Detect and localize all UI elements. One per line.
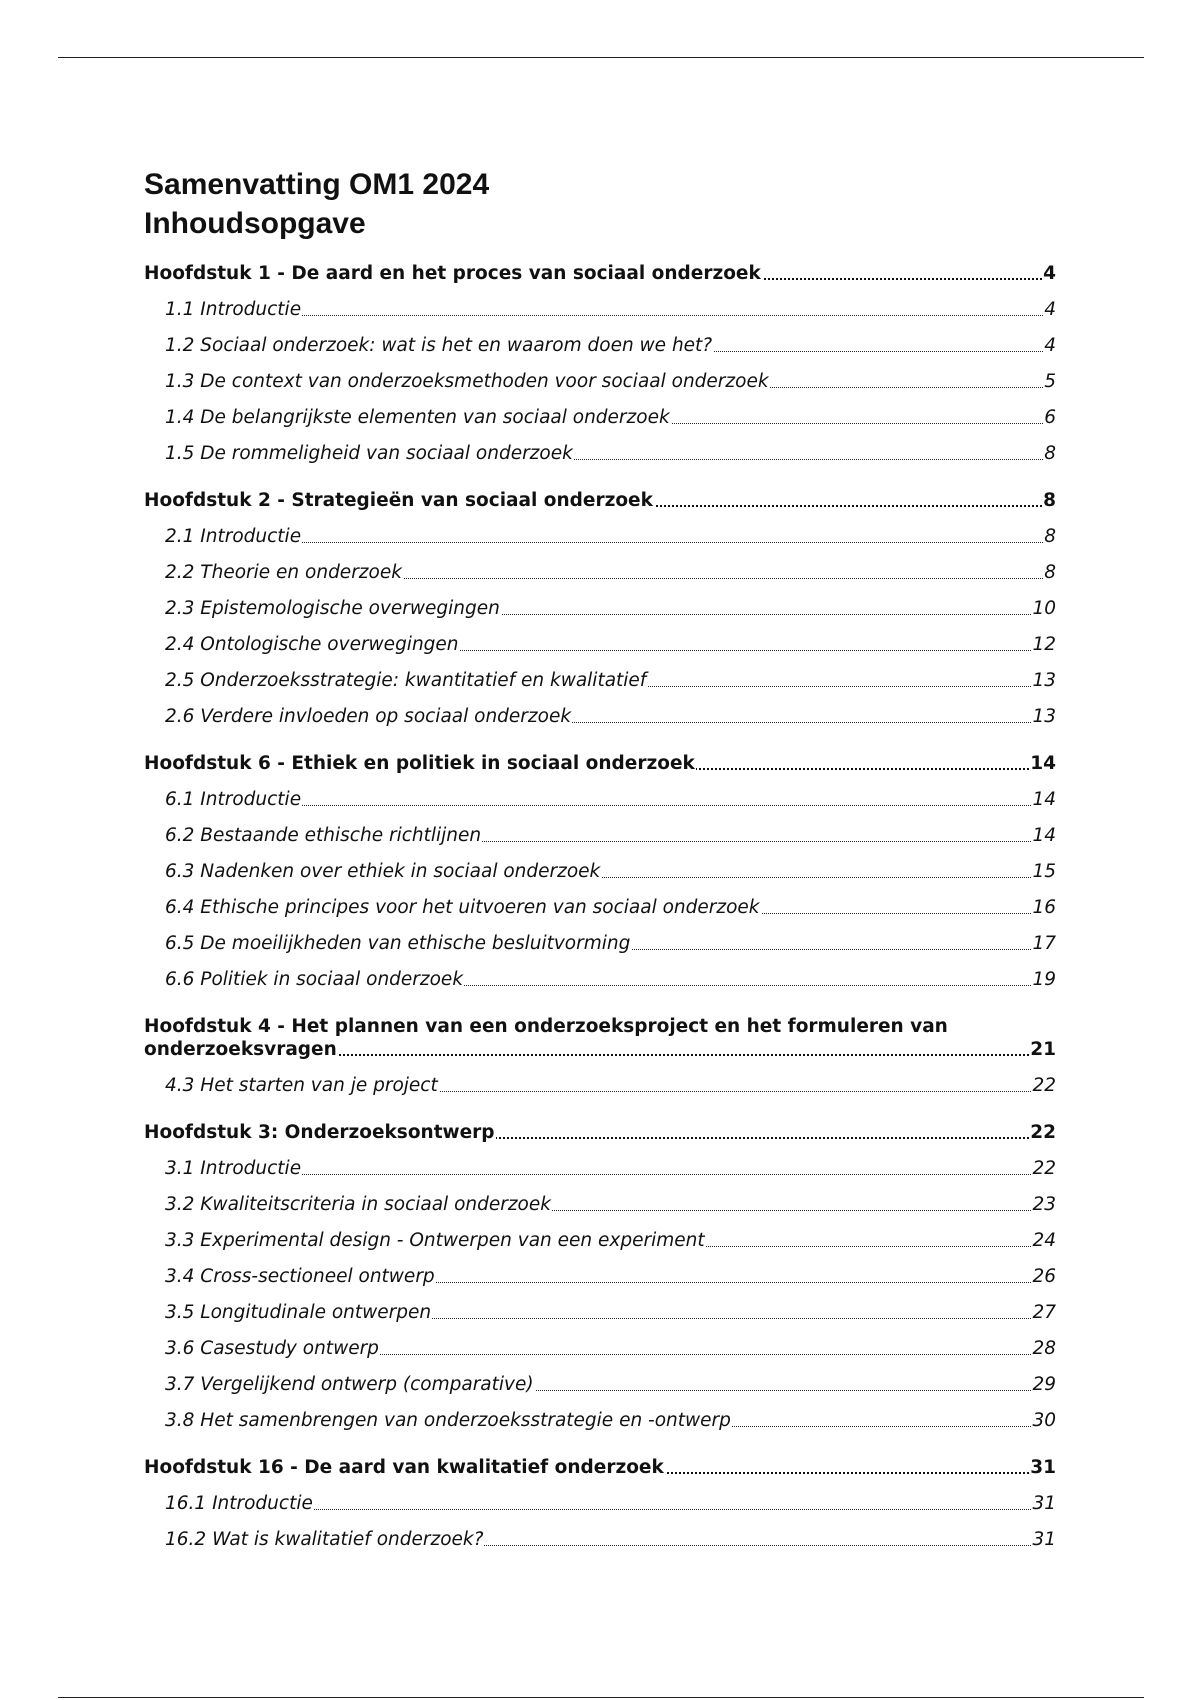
toc-section-label: 3.3 Experimental design - Ontwerpen van een experiment xyxy=(165,1230,705,1251)
toc-page-number: 31 xyxy=(1030,1457,1056,1478)
toc-chapter-1[interactable] xyxy=(144,262,1056,285)
toc-section-label: 3.2 Kwaliteitscriteria in sociaal onderzoek xyxy=(165,1194,551,1215)
toc-section-1-5[interactable] xyxy=(165,442,1056,465)
toc-section-1-2[interactable] xyxy=(165,334,1056,357)
toc-page-number: 22 xyxy=(1032,1075,1056,1096)
toc-section-4-3[interactable] xyxy=(165,1074,1056,1097)
toc-section-16-2[interactable] xyxy=(165,1528,1056,1551)
toc-section-3-6[interactable] xyxy=(165,1337,1056,1360)
toc-section-3-1[interactable] xyxy=(165,1157,1056,1180)
toc-section-label: 4.3 Het starten van je project xyxy=(165,1075,438,1096)
toc-section-label: 3.7 Vergelijkend ontwerp (comparative) xyxy=(165,1374,534,1395)
toc-section-label: 6.6 Politiek in sociaal onderzoek xyxy=(165,969,464,990)
toc-section-label: 6.2 Bestaande ethische richtlijnen xyxy=(165,825,482,846)
toc-page-number: 8 xyxy=(1044,443,1056,464)
toc-page-number: 22 xyxy=(1032,1158,1056,1179)
toc-section-label: 6.1 Introductie xyxy=(165,789,302,810)
toc-chapter-label-continued: onderzoeksvragen xyxy=(144,1039,337,1060)
header-rule xyxy=(58,57,1144,58)
toc-section-3-3[interactable] xyxy=(165,1229,1056,1252)
toc-section-6-5[interactable] xyxy=(165,932,1056,955)
toc-section-label: 6.5 De moeilijkheden van ethische besluitvorming xyxy=(165,933,631,954)
toc-page-number: 14 xyxy=(1032,825,1056,846)
toc-page-number: 27 xyxy=(1032,1302,1056,1323)
toc-section-2-5[interactable] xyxy=(165,669,1056,692)
toc-chapter-label: Hoofdstuk 16 - De aard van kwalitatief onderzoek xyxy=(144,1457,664,1478)
toc-section-6-4[interactable] xyxy=(165,896,1056,919)
toc-section-label: 2.4 Ontologische overwegingen xyxy=(165,634,459,655)
toc-section-label: 3.4 Cross-sectioneel ontwerp xyxy=(165,1266,435,1287)
toc-section-label: 3.1 Introductie xyxy=(165,1158,302,1179)
toc-section-label: 3.6 Casestudy ontwerp xyxy=(165,1338,379,1359)
toc-section-label: 2.6 Verdere invloeden op sociaal onderzoek xyxy=(165,706,572,727)
toc-section-6-6[interactable] xyxy=(165,968,1056,991)
toc-chapter-label: Hoofdstuk 6 - Ethiek en politiek in sociaal onderzoek xyxy=(144,753,695,774)
toc-section-label: 2.3 Epistemologische overwegingen xyxy=(165,598,500,619)
toc-page-number: 10 xyxy=(1032,598,1056,619)
toc-page-number: 15 xyxy=(1032,861,1056,882)
toc-section-6-3[interactable] xyxy=(165,860,1056,883)
toc-section-1-3[interactable] xyxy=(165,370,1056,393)
toc-section-label: 2.2 Theorie en onderzoek xyxy=(165,562,402,583)
toc-section-2-2[interactable] xyxy=(165,561,1056,584)
toc-section-1-1[interactable] xyxy=(165,298,1056,321)
toc-section-label: 16.2 Wat is kwalitatief onderzoek? xyxy=(165,1529,484,1550)
toc-page-number: 13 xyxy=(1032,706,1056,727)
toc-section-label: 1.3 De context van onderzoeksmethoden voor sociaal onderzoek xyxy=(165,371,769,392)
toc-page-number: 16 xyxy=(1032,897,1056,918)
toc-page-number: 5 xyxy=(1044,371,1056,392)
toc-section-2-4[interactable] xyxy=(165,633,1056,656)
table-of-contents xyxy=(144,262,1056,1551)
toc-chapter-label: Hoofdstuk 4 - Het plannen van een onderzoeksproject en het formuleren van xyxy=(144,1016,948,1037)
toc-section-label: 2.1 Introductie xyxy=(165,526,302,547)
toc-chapter-6[interactable] xyxy=(144,752,1056,775)
toc-page-number: 28 xyxy=(1032,1338,1056,1359)
toc-section-3-8[interactable] xyxy=(165,1409,1056,1432)
toc-page-number: 26 xyxy=(1032,1266,1056,1287)
toc-page-number: 12 xyxy=(1032,634,1056,655)
toc-page-number: 31 xyxy=(1032,1493,1056,1514)
toc-section-label: 3.8 Het samenbrengen van onderzoeksstrategie en -ontwerp xyxy=(165,1410,731,1431)
toc-page-number: 13 xyxy=(1032,670,1056,691)
toc-section-6-2[interactable] xyxy=(165,824,1056,847)
footer-rule xyxy=(58,1697,1144,1698)
toc-page-number: 6 xyxy=(1044,407,1056,428)
toc-page-number: 8 xyxy=(1043,490,1056,511)
toc-section-label: 2.5 Onderzoeksstrategie: kwantitatief en kwalitatief xyxy=(165,670,647,691)
toc-chapter-4[interactable] xyxy=(144,1015,1056,1061)
toc-page-number: 4 xyxy=(1043,263,1056,284)
toc-section-label: 16.1 Introductie xyxy=(165,1493,313,1514)
toc-page-number: 23 xyxy=(1032,1194,1056,1215)
toc-page-number: 29 xyxy=(1032,1374,1056,1395)
toc-page-number: 24 xyxy=(1032,1230,1056,1251)
toc-page-number: 17 xyxy=(1032,933,1056,954)
toc-chapter-3[interactable] xyxy=(144,1121,1056,1144)
toc-page-number: 19 xyxy=(1032,969,1056,990)
toc-page-number: 14 xyxy=(1030,753,1056,774)
toc-page-number: 30 xyxy=(1032,1410,1056,1431)
toc-page-number: 4 xyxy=(1044,335,1056,356)
toc-section-6-1[interactable] xyxy=(165,788,1056,811)
toc-section-3-2[interactable] xyxy=(165,1193,1056,1216)
toc-page-number: 31 xyxy=(1032,1529,1056,1550)
toc-section-2-1[interactable] xyxy=(165,525,1056,548)
toc-page-number: 4 xyxy=(1044,299,1056,320)
toc-section-label: 6.3 Nadenken over ethiek in sociaal onderzoek xyxy=(165,861,601,882)
toc-page-number: 21 xyxy=(1030,1039,1056,1060)
toc-chapter-label: Hoofdstuk 3: Onderzoeksontwerp xyxy=(144,1122,495,1143)
toc-section-label: 1.5 De rommeligheid van sociaal onderzoek xyxy=(165,443,573,464)
toc-chapter-label: Hoofdstuk 1 - De aard en het proces van sociaal onderzoek xyxy=(144,263,761,284)
toc-page-number: 8 xyxy=(1044,526,1056,547)
toc-section-label: 6.4 Ethische principes voor het uitvoeren van sociaal onderzoek xyxy=(165,897,760,918)
toc-section-label: 3.5 Longitudinale ontwerpen xyxy=(165,1302,432,1323)
toc-section-16-1[interactable] xyxy=(165,1492,1056,1515)
toc-section-label: 1.2 Sociaal onderzoek: wat is het en waarom doen we het? xyxy=(165,335,713,356)
toc-section-3-5[interactable] xyxy=(165,1301,1056,1324)
toc-section-3-7[interactable] xyxy=(165,1373,1056,1396)
toc-page-number: 22 xyxy=(1030,1122,1056,1143)
toc-section-label: 1.1 Introductie xyxy=(165,299,302,320)
toc-chapter-label: Hoofdstuk 2 - Strategieën van sociaal onderzoek xyxy=(144,490,653,511)
toc-page-number: 14 xyxy=(1032,789,1056,810)
document-title: Samenvatting OM1 2024 xyxy=(144,168,490,201)
toc-section-3-4[interactable] xyxy=(165,1265,1056,1288)
toc-section-1-4[interactable] xyxy=(165,406,1056,429)
toc-chapter-16[interactable] xyxy=(144,1456,1056,1479)
toc-section-2-3[interactable] xyxy=(165,597,1056,620)
toc-chapter-2[interactable] xyxy=(144,489,1056,512)
toc-section-2-6[interactable] xyxy=(165,705,1056,728)
toc-section-label: 1.4 De belangrijkste elementen van sociaal onderzoek xyxy=(165,407,670,428)
toc-heading: Inhoudsopgave xyxy=(144,207,366,240)
toc-page-number: 8 xyxy=(1044,562,1056,583)
